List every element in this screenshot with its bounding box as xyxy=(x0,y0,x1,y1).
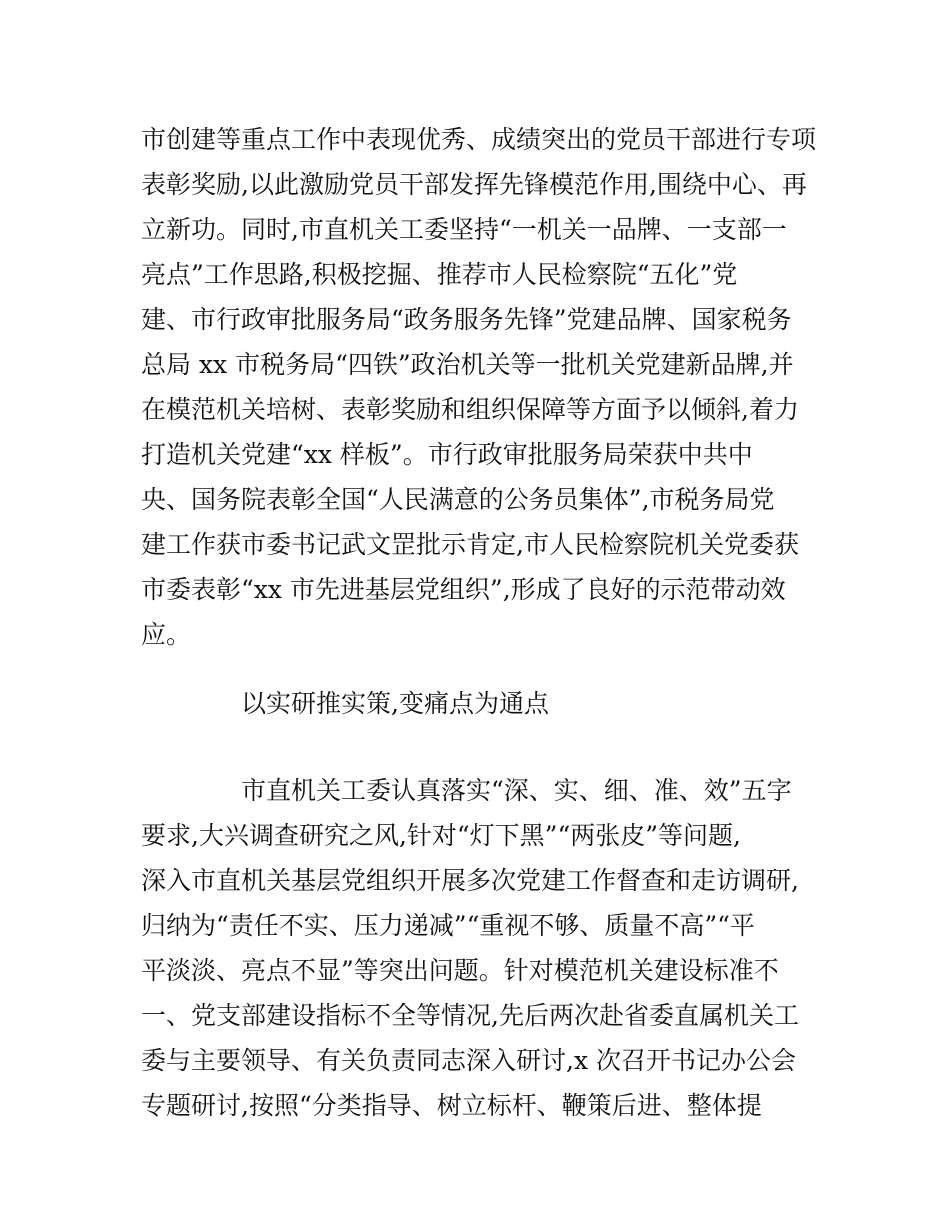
body-paragraph xyxy=(141,117,821,657)
section-heading xyxy=(141,681,821,726)
paragraph-line: 应。 xyxy=(141,620,192,649)
paragraph-line: 平淡淡、亮点不显”等突出问题。针对模范机关建设标准不 xyxy=(141,956,779,985)
paragraph-line: 总局 xx 市税务局“四铁”政治机关等一批机关党建新品牌,并 xyxy=(141,350,794,379)
paragraph-line: 归纳为“责任不实、压力递减”“重视不够、质量不高”“平 xyxy=(141,911,755,940)
paragraph-line: 立新功。同时,市直机关工委坚持“一机关一品牌、一支部一 xyxy=(141,215,787,244)
paragraph-line: 表彰奖励,以此激励党员干部发挥先锋模范作用,围绕中心、再 xyxy=(141,170,807,199)
paragraph-line: 打造机关党建“xx 样板”。市行政审批服务局荣获中共中 xyxy=(141,440,753,469)
section-heading-text: 以实研推实策,变痛点为通点 xyxy=(241,689,549,718)
paragraph-line: 建、市行政审批服务局“政务服务先锋”党建品牌、国家税务 xyxy=(141,305,792,334)
paragraph-line: 亮点”工作思路,积极挖掘、推荐市人民检察院“五化”党 xyxy=(141,260,738,289)
paragraph-line: 委与主要领导、有关负责同志深入研讨,x 次召开书记办公会 xyxy=(141,1046,796,1075)
paragraph-line: 深入市直机关基层党组织开展多次党建工作督查和走访调研, xyxy=(141,866,799,895)
paragraph-line: 专题研讨,按照“分类指导、树立标杆、鞭策后进、整体提 xyxy=(141,1091,762,1120)
paragraph-line: 在模范机关培树、表彰奖励和组织保障等方面予以倾斜,着力 xyxy=(141,395,799,424)
paragraph-line: 一、党支部建设指标不全等情况,先后两次赴省委直属机关工 xyxy=(141,1001,799,1030)
paragraph-line: 市直机关工委认真落实“深、实、细、准、效”五字 xyxy=(241,776,792,805)
paragraph-line: 市委表彰“xx 市先进基层党组织”,形成了良好的示范带动效 xyxy=(141,575,786,604)
paragraph-line: 央、国务院表彰全国“人民满意的公务员集体”,市税务局党 xyxy=(141,485,775,514)
body-paragraph xyxy=(141,768,821,1128)
paragraph-line: 市创建等重点工作中表现优秀、成绩突出的党员干部进行专项 xyxy=(141,125,817,154)
paragraph-line: 要求,大兴调查研究之风,针对“灯下黑”“两张皮”等问题, xyxy=(141,821,741,850)
paragraph-line: 建工作获市委书记武文罡批示肯定,市人民检察院机关党委获 xyxy=(141,530,799,559)
